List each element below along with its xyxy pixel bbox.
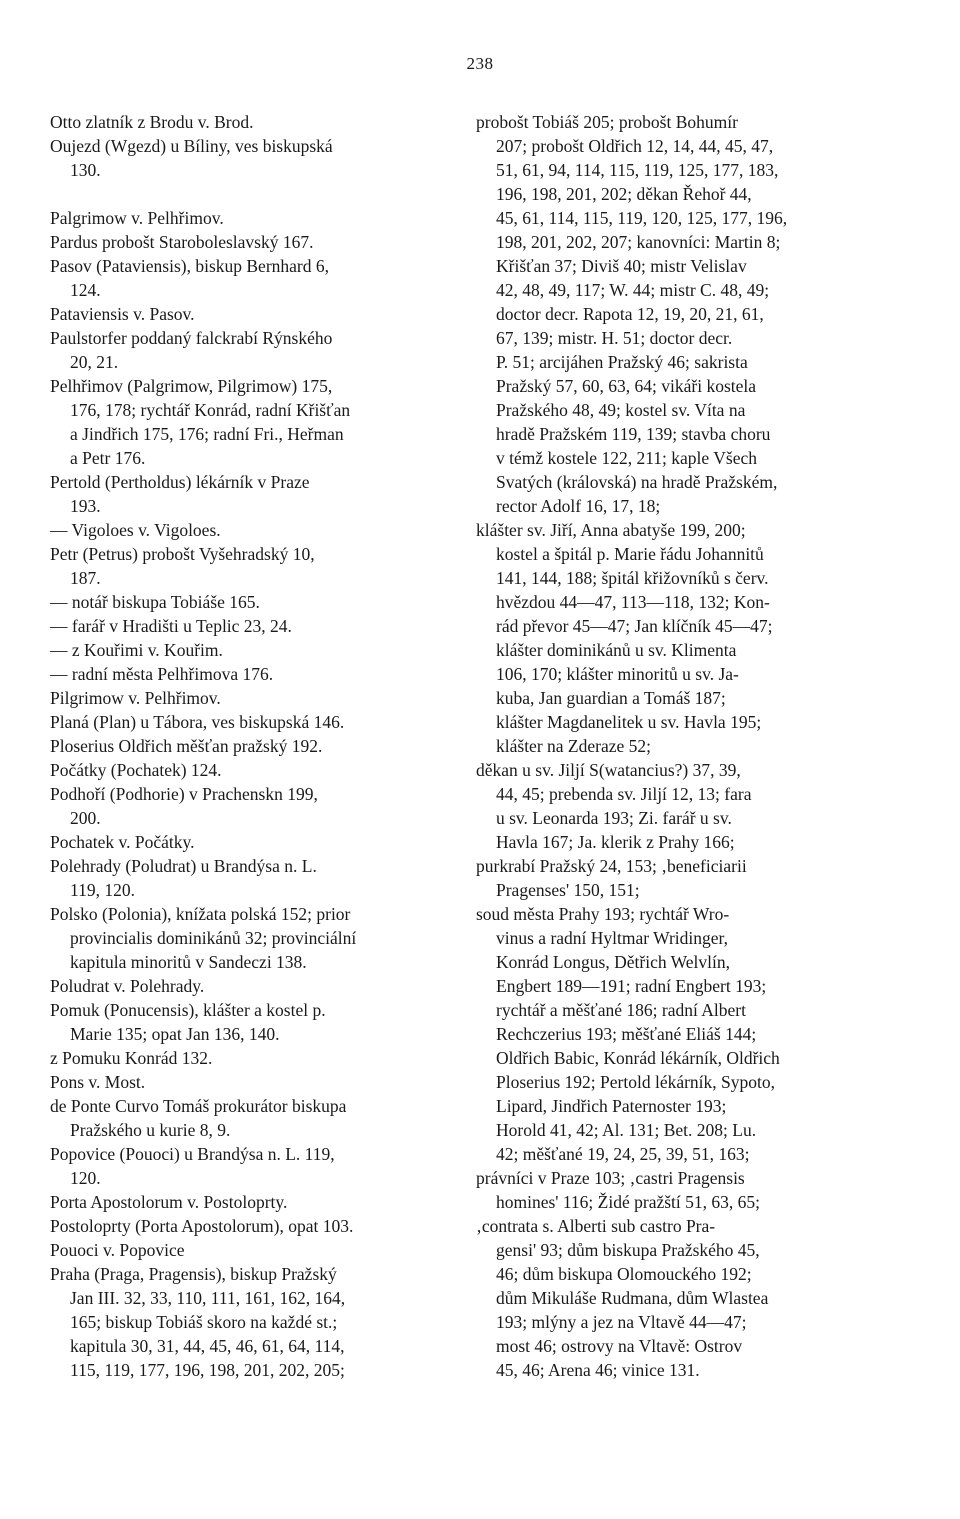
entry-line: gensi' 93; dům biskupa Pražského 45, — [496, 1240, 760, 1260]
entry-line: kuba, Jan guardian a Tomáš 187; — [496, 688, 726, 708]
index-column-right — [476, 110, 842, 1382]
entry-line: 51, 61, 94, 114, 115, 119, 125, 177, 183, — [496, 160, 779, 180]
index-entry — [476, 518, 842, 758]
entry-line: Lipard, Jindřich Paternoster 193; — [496, 1096, 727, 1116]
entry-line: Pražského 48, 49; kostel sv. Víta na — [496, 400, 746, 420]
entry-line: právníci v Praze 103; ‚castri Pragensis — [476, 1168, 745, 1188]
entry-line: Marie 135; opat Jan 136, 140. — [70, 1024, 280, 1044]
index-entry — [50, 1046, 430, 1070]
entry-line: 193; mlýny a jez na Vltavě 44—47; — [496, 1312, 747, 1332]
entry-line: 67, 139; mistr. H. 51; doctor decr. — [496, 328, 733, 348]
entries-group-o — [50, 110, 430, 182]
entry-line: klášter dominikánů u sv. Klimenta — [496, 640, 737, 660]
entry-line: Polehrady (Poludrat) u Brandýsa n. L. — [50, 856, 317, 876]
entry-line: Pouoci v. Popovice — [50, 1240, 185, 1260]
entry-line: — farář v Hradišti u Teplic 23, 24. — [50, 616, 292, 636]
entry-line: klášter Magdanelitek u sv. Havla 195; — [496, 712, 762, 732]
index-entry — [50, 470, 430, 518]
entry-line: Podhoří (Podhorie) v Prachenskn 199, — [50, 784, 318, 804]
index-entry — [50, 710, 430, 734]
entry-line: 20, 21. — [70, 352, 119, 372]
entry-line: Pragenses' 150, 151; — [496, 880, 640, 900]
entry-line: Ploserius Oldřich měšťan pražský 192. — [50, 736, 323, 756]
index-entry — [50, 1262, 430, 1382]
index-entry — [50, 974, 430, 998]
entry-line: Svatých (královská) na hradě Pražském, — [496, 472, 778, 492]
entry-line: 165; biskup Tobiáš skoro na každé st.; — [70, 1312, 338, 1332]
entry-line: Jan III. 32, 33, 110, 111, 161, 162, 164, — [70, 1288, 346, 1308]
index-entry — [50, 998, 430, 1046]
index-entry — [50, 518, 430, 542]
entry-line: 115, 119, 177, 196, 198, 201, 202, 205; — [70, 1360, 345, 1380]
entry-line: 124. — [70, 280, 101, 300]
entry-line: 46; dům biskupa Olomouckého 192; — [496, 1264, 752, 1284]
index-entry — [50, 758, 430, 782]
index-entry — [50, 134, 430, 182]
entry-line: — notář biskupa Tobiáše 165. — [50, 592, 260, 612]
entries-group-praha — [476, 110, 842, 1382]
entry-line: dům Mikuláše Rudmana, dům Wlastea — [496, 1288, 769, 1308]
entry-line: hvězdou 44—47, 113—118, 132; Kon- — [496, 592, 770, 612]
entry-line: u sv. Leonarda 193; Zi. farář u sv. — [496, 808, 732, 828]
index-entry — [50, 1214, 430, 1238]
entry-line: Pomuk (Ponucensis), klášter a kostel p. — [50, 1000, 326, 1020]
entry-line: 45, 46; Arena 46; vinice 131. — [496, 1360, 700, 1380]
entry-line: Počátky (Pochatek) 124. — [50, 760, 222, 780]
entry-line: 196, 198, 201, 202; děkan Řehoř 44, — [496, 184, 752, 204]
entry-line: a Jindřich 175, 176; radní Fri., Heřman — [70, 424, 344, 444]
index-entry — [50, 110, 430, 134]
index-entry — [50, 254, 430, 302]
index-entry — [50, 854, 430, 902]
entry-line: Popovice (Pouoci) u Brandýsa n. L. 119, — [50, 1144, 335, 1164]
entry-line: Polsko (Polonia), knížata polská 152; prior — [50, 904, 351, 924]
entry-line: 106, 170; klášter minoritů u sv. Ja- — [496, 664, 739, 684]
index-entry — [50, 206, 430, 230]
entry-line: Praha (Praga, Pragensis), biskup Pražský — [50, 1264, 337, 1284]
entry-line: Engbert 189—191; radní Engbert 193; — [496, 976, 767, 996]
entry-line: Křišťan 37; Diviš 40; mistr Velislav — [496, 256, 747, 276]
entry-line: — Vigoloes v. Vigoloes. — [50, 520, 221, 540]
entry-line: 198, 201, 202, 207; kanovníci: Martin 8; — [496, 232, 781, 252]
page-number: 238 — [466, 54, 494, 73]
index-entry — [476, 854, 842, 902]
entry-line: Paulstorfer poddaný falckrabí Rýnského — [50, 328, 333, 348]
entry-line: — radní města Pelhřimova 176. — [50, 664, 274, 684]
index-entry — [476, 1214, 842, 1382]
entry-line: Pasov (Pataviensis), biskup Bernhard 6, — [50, 256, 329, 276]
entry-line: P. 51; arcijáhen Pražský 46; sakrista — [496, 352, 748, 372]
entry-line: Havla 167; Ja. klerik z Prahy 166; — [496, 832, 735, 852]
index-entry — [50, 1238, 430, 1262]
index-entry — [50, 374, 430, 470]
entry-line: Otto zlatník z Brodu v. Brod. — [50, 112, 254, 132]
entry-line: 44, 45; prebenda sv. Jiljí 12, 13; fara — [496, 784, 752, 804]
entry-line: Pertold (Pertholdus) lékárník v Praze — [50, 472, 310, 492]
index-entry — [50, 686, 430, 710]
entry-line: z Pomuku Konrád 132. — [50, 1048, 213, 1068]
entries-group-p — [50, 206, 430, 1382]
index-entry — [50, 326, 430, 374]
index-entry — [476, 758, 842, 854]
entry-line: 187. — [70, 568, 101, 588]
entry-line: 119, 120. — [70, 880, 135, 900]
entry-line: Oujezd (Wgezd) u Bíliny, ves biskupská — [50, 136, 333, 156]
index-entry — [50, 230, 430, 254]
entry-line: 130. — [70, 160, 101, 180]
entry-line: Ploserius 192; Pertold lékárník, Sypoto, — [496, 1072, 776, 1092]
entry-line: 42; měšťané 19, 24, 25, 39, 51, 163; — [496, 1144, 750, 1164]
entry-line: 193. — [70, 496, 101, 516]
index-entry — [50, 1070, 430, 1094]
index-entry — [50, 830, 430, 854]
entry-line: Pelhřimov (Palgrimow, Pilgrimow) 175, — [50, 376, 333, 396]
entry-line: soud města Prahy 193; rychtář Wro- — [476, 904, 730, 924]
entry-line: kapitula 30, 31, 44, 45, 46, 61, 64, 114, — [70, 1336, 345, 1356]
entry-line: Petr (Petrus) probošt Vyšehradský 10, — [50, 544, 315, 564]
index-entry — [50, 1190, 430, 1214]
entry-line: Oldřich Babic, Konrád lékárník, Oldřich — [496, 1048, 780, 1068]
entry-line: homines' 116; Židé pražští 51, 63, 65; — [496, 1192, 760, 1212]
entry-line: vinus a radní Hyltmar Wridinger, — [496, 928, 729, 948]
index-entry — [50, 662, 430, 686]
index-entry — [50, 638, 430, 662]
entry-line: Horold 41, 42; Al. 131; Bet. 208; Lu. — [496, 1120, 757, 1140]
index-entry — [50, 590, 430, 614]
entry-line: 176, 178; rychtář Konrád, radní Křišťan — [70, 400, 351, 420]
entry-line: doctor decr. Rapota 12, 19, 20, 21, 61, — [496, 304, 764, 324]
entry-line: 42, 48, 49, 117; W. 44; mistr C. 48, 49; — [496, 280, 770, 300]
index-entry — [476, 1166, 842, 1214]
index-entry — [50, 1142, 430, 1190]
index-entry — [50, 614, 430, 638]
entry-line: hradě Pražském 119, 139; stavba choru — [496, 424, 771, 444]
entry-line: rychtář a měšťané 186; radní Albert — [496, 1000, 746, 1020]
index-entry — [50, 302, 430, 326]
index-entry — [50, 1094, 430, 1142]
entry-line: — z Kouřimi v. Kouřim. — [50, 640, 223, 660]
entry-line: 200. — [70, 808, 101, 828]
entry-line: rád převor 45—47; Jan klíčník 45—47; — [496, 616, 773, 636]
entry-line: Pilgrimow v. Pelhřimov. — [50, 688, 221, 708]
entry-line: Pataviensis v. Pasov. — [50, 304, 195, 324]
entry-line: 120. — [70, 1168, 101, 1188]
entry-line: Pardus probošt Staroboleslavský 167. — [50, 232, 314, 252]
index-entry — [476, 902, 842, 1166]
entry-line: děkan u sv. Jiljí S(watancius?) 37, 39, — [476, 760, 741, 780]
index-entry — [50, 734, 430, 758]
entry-line: Konrád Longus, Dětřich Welvlín, — [496, 952, 730, 972]
entry-line: v témž kostele 122, 211; kaple Všech — [496, 448, 757, 468]
entry-line: Pons v. Most. — [50, 1072, 146, 1092]
entry-line: Palgrimow v. Pelhřimov. — [50, 208, 224, 228]
entry-line: purkrabí Pražský 24, 153; ‚beneficiarii — [476, 856, 747, 876]
entry-line: Poludrat v. Polehrady. — [50, 976, 205, 996]
entry-line: Pražský 57, 60, 63, 64; vikáři kostela — [496, 376, 757, 396]
index-entry — [50, 782, 430, 830]
entry-line: kostel a špitál p. Marie řádu Johannitů — [496, 544, 764, 564]
index-entry — [50, 542, 430, 590]
entry-line: klášter na Zderaze 52; — [496, 736, 651, 756]
entry-line: provincialis dominikánů 32; provinciální — [70, 928, 357, 948]
index-entry — [476, 110, 842, 518]
entry-line: probošt Tobiáš 205; probošt Bohumír — [476, 112, 738, 132]
entry-line: 141, 144, 188; špitál křižovníků s červ. — [496, 568, 769, 588]
entry-line: rector Adolf 16, 17, 18; — [496, 496, 661, 516]
entry-line: Planá (Plan) u Tábora, ves biskupská 146. — [50, 712, 345, 732]
entry-line: Pochatek v. Počátky. — [50, 832, 195, 852]
entry-line: Pražského u kurie 8, 9. — [70, 1120, 231, 1140]
entry-line: kapitula minoritů v Sandeczi 138. — [70, 952, 307, 972]
entry-line: 45, 61, 114, 115, 119, 120, 125, 177, 196, — [496, 208, 788, 228]
entry-line: de Ponte Curvo Tomáš prokurátor biskupa — [50, 1096, 347, 1116]
entry-line: klášter sv. Jiří, Anna abatyše 199, 200; — [476, 520, 746, 540]
entry-line: ‚contrata s. Alberti sub castro Pra- — [476, 1216, 716, 1236]
entry-line: Porta Apostolorum v. Postoloprty. — [50, 1192, 288, 1212]
letter-gap — [50, 182, 430, 206]
entry-line: a Petr 176. — [70, 448, 146, 468]
entry-line: Postoloprty (Porta Apostolorum), opat 103. — [50, 1216, 354, 1236]
index-entry — [50, 902, 430, 974]
index-column-left — [50, 110, 430, 1382]
entry-line: Rechczerius 193; měšťané Eliáš 144; — [496, 1024, 757, 1044]
entry-line: most 46; ostrovy na Vltavě: Ostrov — [496, 1336, 743, 1356]
entry-line: 207; probošt Oldřich 12, 14, 44, 45, 47, — [496, 136, 774, 156]
